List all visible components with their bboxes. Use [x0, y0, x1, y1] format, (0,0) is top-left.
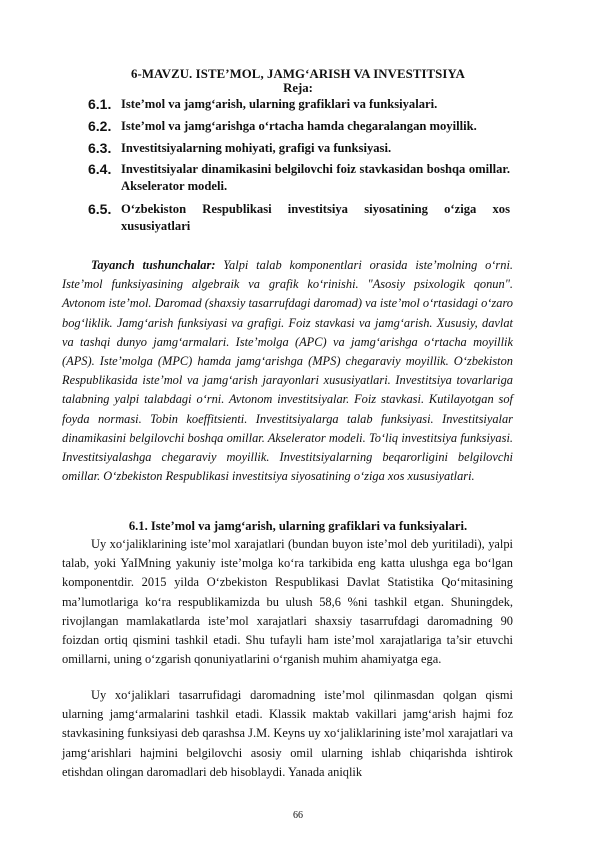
key-concepts-label: Tayanch tushunchalar:	[91, 258, 216, 272]
body-paragraph	[62, 535, 513, 669]
key-concepts-text: Yalpi talab komponentlari orasida iste’molning o‘rni. Iste’mol funksiyasining algebraik va grafik ko‘rinishi. "Asosiy psixologik qonun". Avtonom iste’mol. Daromad (shaxsiy tasarrufdagi daromad) va iste’mol o‘rtasidagi o‘zaro bog‘liklik. Jamg‘arish funksiyasi va grafigi. Foiz stavkasi va jamg‘arish. Xususiy, davlat va tashqi dunyo jamg‘armalari. Iste’molga (APC) va jamg‘arishga o‘rtacha moyillik (APS). Iste’molga (MPC) hamda jamg‘arishga (MPS) chegaraviy moyillik. O‘zbekiston Respublikasida iste’mol va jamg‘arish jarayonlari xususiyatlari. Investitsiya tovarlariga talabning yalpi talabdagi o‘rni. Avtonom investitsiyalar. Foiz stavkasi. Kutilayotgan sof foyda normasi. Tobin koeffitsienti. Investitsiyalarga talab funksiyasi. Investitsiyalar dinamikasini belgilovchi boshqa omillar. Akselerator modeli. To‘liq investitsiya funksiyasi. Investitsiyalashga chegaraviy moyillik. Investitsiyalarning beqarorligini belgilovchi omillar. O‘zbekiston Respublikasi investitsiya siyosatining o‘ziga xos xususiyatlari.	[62, 258, 513, 484]
plan-item-number: 6.2.	[88, 118, 112, 134]
plan-heading: Reja:	[283, 81, 313, 95]
plan-item	[88, 201, 510, 235]
plan-item-text: Iste’mol va jamg‘arish, ularning grafiklari va funksiyalari.	[121, 97, 438, 111]
section-heading: 6.1. Iste’mol va jamg‘arish, ularning grafiklari va funksiyalari.	[128, 519, 468, 533]
plan-item-number: 6.1.	[88, 96, 112, 112]
key-concepts-paragraph	[62, 256, 513, 486]
paragraph-text: Uy xo‘jaliklarining iste’mol xarajatlari (bundan buyon iste’mol deb yuritiladi), yalpi talab, yoki YaIMning yakuniy iste’molga ko‘ra tarkibida eng katta ulushga ega bo‘lgan komponentdir. 2015 yilda O‘zbekiston Respublikasi Davlat Statistika Qo‘mitasining ma’lumotlariga ko‘ra respublikamizda bu ulush 58,6 %ni tashkil etgan. Shuningdek, rivojlangan mamlakatlarda iste’mol xarajatlari shaxsiy tasarrufdagi daromadning 90 foizdan ortiq qismini tashkil etadi. Shu tufayli ham iste’mol xarajatlariga ta’sir etuvchi omillarni, uning o‘zgarish qonuniyatlarini o‘rganish muhim ahamiyatga ega.	[62, 537, 513, 667]
page-number: 66	[293, 810, 303, 821]
plan-item-text: Investitsiyalar dinamikasini belgilovchi foiz stavkasidan boshqa omillar. Akselerator modeli.	[121, 162, 510, 193]
plan-item	[88, 96, 510, 113]
plan-item-number: 6.5.	[88, 201, 112, 217]
plan-item	[88, 118, 510, 135]
plan-item-text: Investitsiyalarning mohiyati, grafigi va funksiyasi.	[121, 141, 392, 155]
plan-item-number: 6.4.	[88, 161, 112, 177]
body-paragraph	[62, 686, 513, 782]
plan-item-number: 6.3.	[88, 140, 112, 156]
paragraph-text: Uy xo‘jaliklari tasarrufidagi daromadning iste’mol qilinmasdan qolgan qismi ularning jamg‘armalarini tashkil etadi. Klassik maktab vakillari jamg‘arish hajmi foz stavkasining funksiyasi deb qarashsa J.M. Keyns uy xo‘jaliklarining iste’mol xarajatlari va jamg‘arishlari hajmini belgilovchi asosiy omil ularning ishlab chiqarishda ishtirok etishdan olingan daromadlari deb hisoblaydi. Yanada aniqlik	[62, 688, 513, 779]
plan-item	[88, 140, 510, 157]
plan-item	[88, 161, 510, 195]
plan-item-text: Iste’mol va jamg‘arishga o‘rtacha hamda chegaralangan moyillik.	[121, 119, 477, 133]
chapter-title: 6-MAVZU. ISTE’MOL, JAMG‘ARISH VA INVESTITSIYA	[131, 67, 465, 81]
plan-item-text: O‘zbekiston Respublikasi investitsiya siyosatining o‘ziga xos xususiyatlari	[121, 202, 510, 233]
